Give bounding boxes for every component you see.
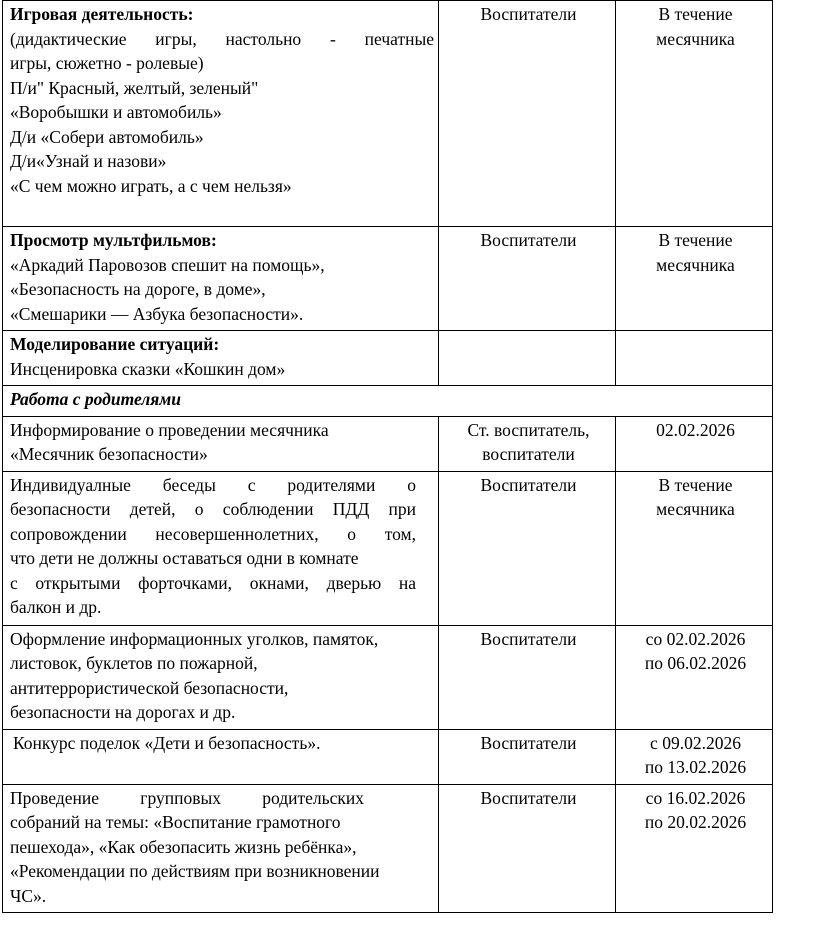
responsible-cell <box>439 729 616 784</box>
activity-line: сопровождении несовершеннолетних, о том, <box>10 523 416 544</box>
period-text: с 09.02.2026 <box>650 732 741 753</box>
responsible-cell <box>439 331 616 386</box>
table-row <box>3 227 773 331</box>
activity-line: (дидактические игры, настольно - печатные <box>10 28 434 49</box>
period-cell <box>616 625 773 729</box>
activity-line: Индивидуалные беседы с родителями о <box>10 474 416 495</box>
activity-line: Инсценировка сказки «Кошкин дом» <box>10 358 286 379</box>
table-row <box>3 729 773 784</box>
activity-line: Конкурс поделок «Дети и безопасность». <box>13 732 321 753</box>
activity-cell <box>3 416 439 471</box>
activity-line: безопасности на дорогах и др. <box>10 702 236 722</box>
responsible-cell <box>439 227 616 331</box>
responsible-cell <box>439 471 616 625</box>
activity-line: «Безопасность на дороге, в доме», <box>10 279 266 299</box>
activity-cell <box>3 1 439 227</box>
activity-line-part: Проведение групповых родительских <box>10 787 364 808</box>
activity-line: антитеррористической безопасности, <box>10 677 289 698</box>
period-text: В течение <box>658 4 733 24</box>
period-text: по 20.02.2026 <box>644 812 747 832</box>
period-text: по 13.02.2026 <box>644 757 747 777</box>
activity-line: безопасности детей, о соблюдении ПДД при <box>10 499 416 519</box>
period-cell <box>616 784 773 913</box>
responsible-text: Воспитатели <box>480 732 577 753</box>
responsible-text: Воспитатели <box>480 628 577 649</box>
responsible-text: Воспитатели <box>480 787 577 808</box>
activity-line: балкон и др. <box>10 597 102 617</box>
responsible-cell <box>439 1 616 227</box>
period-text: В течение <box>658 230 733 250</box>
period-text: месячника <box>656 254 735 275</box>
activity-line: «Месячник безопасности» <box>10 444 208 464</box>
activity-title: Игровая деятельность: <box>10 4 194 24</box>
activity-line <box>10 786 434 811</box>
activity-cell <box>3 784 439 913</box>
activity-line: Информирование о проведении месячника <box>10 419 329 440</box>
activity-cell <box>3 227 439 331</box>
activity-title: Просмотр мультфильмов: <box>10 230 217 250</box>
activity-line: ЧС». <box>10 885 47 906</box>
activity-plan-table <box>2 0 773 913</box>
activity-title: Моделирование ситуаций: <box>10 334 220 354</box>
period-cell <box>616 416 773 471</box>
period-cell <box>616 331 773 386</box>
period-text: 02.02.2026 <box>656 419 735 440</box>
activity-line: Д/и«Узнай и назови» <box>10 151 167 171</box>
period-text: со 02.02.2026 <box>645 628 746 649</box>
table-row <box>3 625 773 729</box>
period-cell <box>616 471 773 625</box>
responsible-text: Ст. воспитатель, <box>467 419 590 440</box>
activity-line: «Смешарики — Азбука безопасности». <box>10 303 304 324</box>
activity-line: «Рекомендации по действиям при возникновении <box>10 861 380 881</box>
activity-line: пешехода», «Как обезопасить жизнь ребёнка», <box>10 836 357 857</box>
activity-cell <box>3 471 439 625</box>
activity-line: с открытыми форточками, окнами, дверью на <box>10 572 416 593</box>
table-row <box>3 331 773 386</box>
activity-line: «Аркадий Паровозов спешит на помощь», <box>10 254 325 275</box>
activity-line: Д/и «Собери автомобиль» <box>10 126 204 147</box>
table-row <box>3 471 773 625</box>
period-cell <box>616 729 773 784</box>
period-text: со 16.02.2026 <box>645 787 746 808</box>
period-text: В течение <box>658 474 733 495</box>
activity-line: собраний на темы: «Воспитание грамотного <box>10 812 341 832</box>
section-title: Работа с родителями <box>10 389 182 409</box>
responsible-cell <box>439 416 616 471</box>
section-row <box>3 386 773 417</box>
responsible-text: Воспитатели <box>480 4 577 24</box>
responsible-text: воспитатели <box>482 444 575 464</box>
activity-line: игры, сюжетно - ролевые) <box>10 53 204 73</box>
responsible-text: Воспитатели <box>480 230 577 250</box>
table-row <box>3 416 773 471</box>
section-header-cell <box>3 386 773 417</box>
activity-cell <box>3 729 439 784</box>
period-text: месячника <box>656 28 735 49</box>
activity-line: «Воробышки и автомобиль» <box>10 102 222 122</box>
table-row <box>3 1 773 227</box>
table-row <box>3 784 773 913</box>
responsible-text: Воспитатели <box>480 474 577 495</box>
activity-line: Оформление информационных уголков, памяток, <box>10 628 379 649</box>
activity-line: листовок, буклетов по пожарной, <box>10 653 258 673</box>
activity-cell <box>3 625 439 729</box>
period-text: месячника <box>656 499 735 519</box>
activity-line: П/и" Красный, желтый, зеленый" <box>10 77 259 98</box>
responsible-cell <box>439 784 616 913</box>
responsible-cell <box>439 625 616 729</box>
activity-line: «С чем можно играть, а с чем нельзя» <box>10 175 292 196</box>
period-cell <box>616 1 773 227</box>
period-cell <box>616 227 773 331</box>
activity-cell <box>3 331 439 386</box>
period-text: по 06.02.2026 <box>644 653 747 673</box>
activity-line: что дети не должны оставаться одни в комнате <box>10 548 359 568</box>
